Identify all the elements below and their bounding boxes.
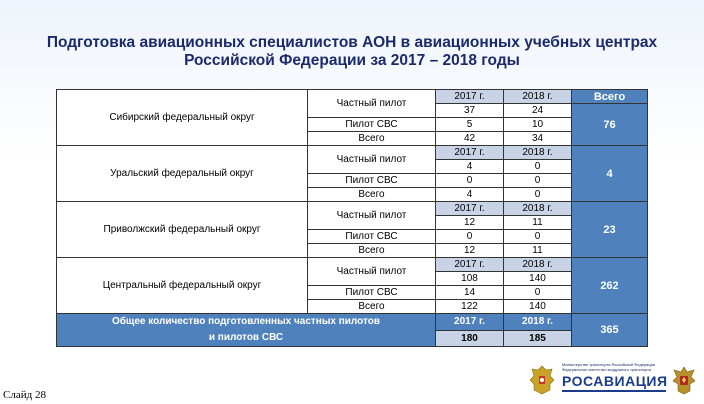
table-row bbox=[57, 90, 648, 104]
cell-value: 12 bbox=[436, 216, 504, 230]
kind-private: Частный пилот bbox=[308, 90, 436, 118]
rosaviatsia-logo bbox=[528, 360, 698, 402]
kind-total: Всего bbox=[308, 132, 436, 146]
table-row bbox=[57, 202, 648, 216]
cell-value: 108 bbox=[436, 272, 504, 286]
kind-total: Всего bbox=[308, 188, 436, 202]
region-name: Уральский федеральный округ bbox=[57, 146, 308, 202]
title-line-1: Подготовка авиационных специалистов АОН в авиационных учебных центрах bbox=[46, 34, 658, 51]
cell-value: 34 bbox=[504, 132, 572, 146]
summary-label bbox=[57, 314, 436, 347]
cell-value: 11 bbox=[504, 244, 572, 258]
kind-total: Всего bbox=[308, 300, 436, 314]
table-row bbox=[57, 258, 648, 272]
summary-year-2017: 2017 г. bbox=[436, 314, 504, 331]
kind-svs: Пилот СВС bbox=[308, 118, 436, 132]
cell-value: 0 bbox=[504, 188, 572, 202]
region-name: Центральный федеральный округ bbox=[57, 258, 308, 314]
cell-value: 24 bbox=[504, 104, 572, 118]
cell-value: 0 bbox=[436, 174, 504, 188]
year-2017-header: 2017 г. bbox=[436, 90, 504, 104]
slide-number: Слайд 28 bbox=[3, 389, 46, 401]
kind-total: Всего bbox=[308, 244, 436, 258]
cell-value: 4 bbox=[436, 188, 504, 202]
summary-row bbox=[57, 314, 648, 331]
title-line-2: Российской Федерации за 2017 – 2018 годы bbox=[184, 52, 520, 69]
year-2018-header: 2018 г. bbox=[504, 90, 572, 104]
page-title bbox=[0, 34, 704, 70]
kind-private: Частный пилот bbox=[308, 146, 436, 174]
cell-value: 14 bbox=[436, 286, 504, 300]
logo-text bbox=[562, 362, 666, 392]
summary-label-line-1: Общее количество подготовленных частных пилотов bbox=[111, 316, 381, 327]
cell-value: 11 bbox=[504, 216, 572, 230]
cell-value: 140 bbox=[504, 272, 572, 286]
summary-label-line-2: и пилотов СВС bbox=[208, 332, 284, 343]
total-header: Всего bbox=[572, 90, 648, 104]
table-row bbox=[57, 146, 648, 160]
year-2018-header: 2018 г. bbox=[504, 146, 572, 160]
year-2017-header: 2017 г. bbox=[436, 258, 504, 272]
cell-value: 0 bbox=[504, 174, 572, 188]
logo-underline bbox=[562, 390, 666, 392]
summary-value-2018: 185 bbox=[504, 330, 572, 347]
cell-value: 37 bbox=[436, 104, 504, 118]
rosaviatsia-emblem-icon bbox=[670, 364, 698, 396]
region-total: 76 bbox=[572, 104, 648, 146]
logo-name: РОСАВИАЦИЯ bbox=[562, 373, 668, 389]
cell-value: 0 bbox=[504, 230, 572, 244]
year-2017-header: 2017 г. bbox=[436, 202, 504, 216]
cell-value: 122 bbox=[436, 300, 504, 314]
cell-value: 4 bbox=[436, 160, 504, 174]
kind-svs: Пилот СВС bbox=[308, 174, 436, 188]
cell-value: 10 bbox=[504, 118, 572, 132]
region-total: 4 bbox=[572, 146, 648, 202]
region-total: 262 bbox=[572, 258, 648, 314]
region-name: Сибирский федеральный округ bbox=[57, 90, 308, 146]
year-2018-header: 2018 г. bbox=[504, 258, 572, 272]
summary-total: 365 bbox=[572, 314, 648, 347]
cell-value: 140 bbox=[504, 300, 572, 314]
logo-ministry: Министерство транспорта Российской Федерации bbox=[562, 362, 656, 367]
kind-svs: Пилот СВС bbox=[308, 230, 436, 244]
coat-of-arms-icon bbox=[528, 364, 556, 396]
kind-private: Частный пилот bbox=[308, 258, 436, 286]
year-2017-header: 2017 г. bbox=[436, 146, 504, 160]
training-table bbox=[56, 89, 648, 347]
summary-value-2017: 180 bbox=[436, 330, 504, 347]
year-2018-header: 2018 г. bbox=[504, 202, 572, 216]
cell-value: 5 bbox=[436, 118, 504, 132]
cell-value: 0 bbox=[504, 286, 572, 300]
cell-value: 0 bbox=[436, 230, 504, 244]
kind-svs: Пилот СВС bbox=[308, 286, 436, 300]
region-name: Приволжский федеральный округ bbox=[57, 202, 308, 258]
region-total: 23 bbox=[572, 202, 648, 258]
cell-value: 0 bbox=[504, 160, 572, 174]
cell-value: 12 bbox=[436, 244, 504, 258]
cell-value: 42 bbox=[436, 132, 504, 146]
kind-private: Частный пилот bbox=[308, 202, 436, 230]
summary-year-2018: 2018 г. bbox=[504, 314, 572, 331]
logo-agency: Федеральное агентство воздушного транспорта bbox=[562, 367, 652, 372]
